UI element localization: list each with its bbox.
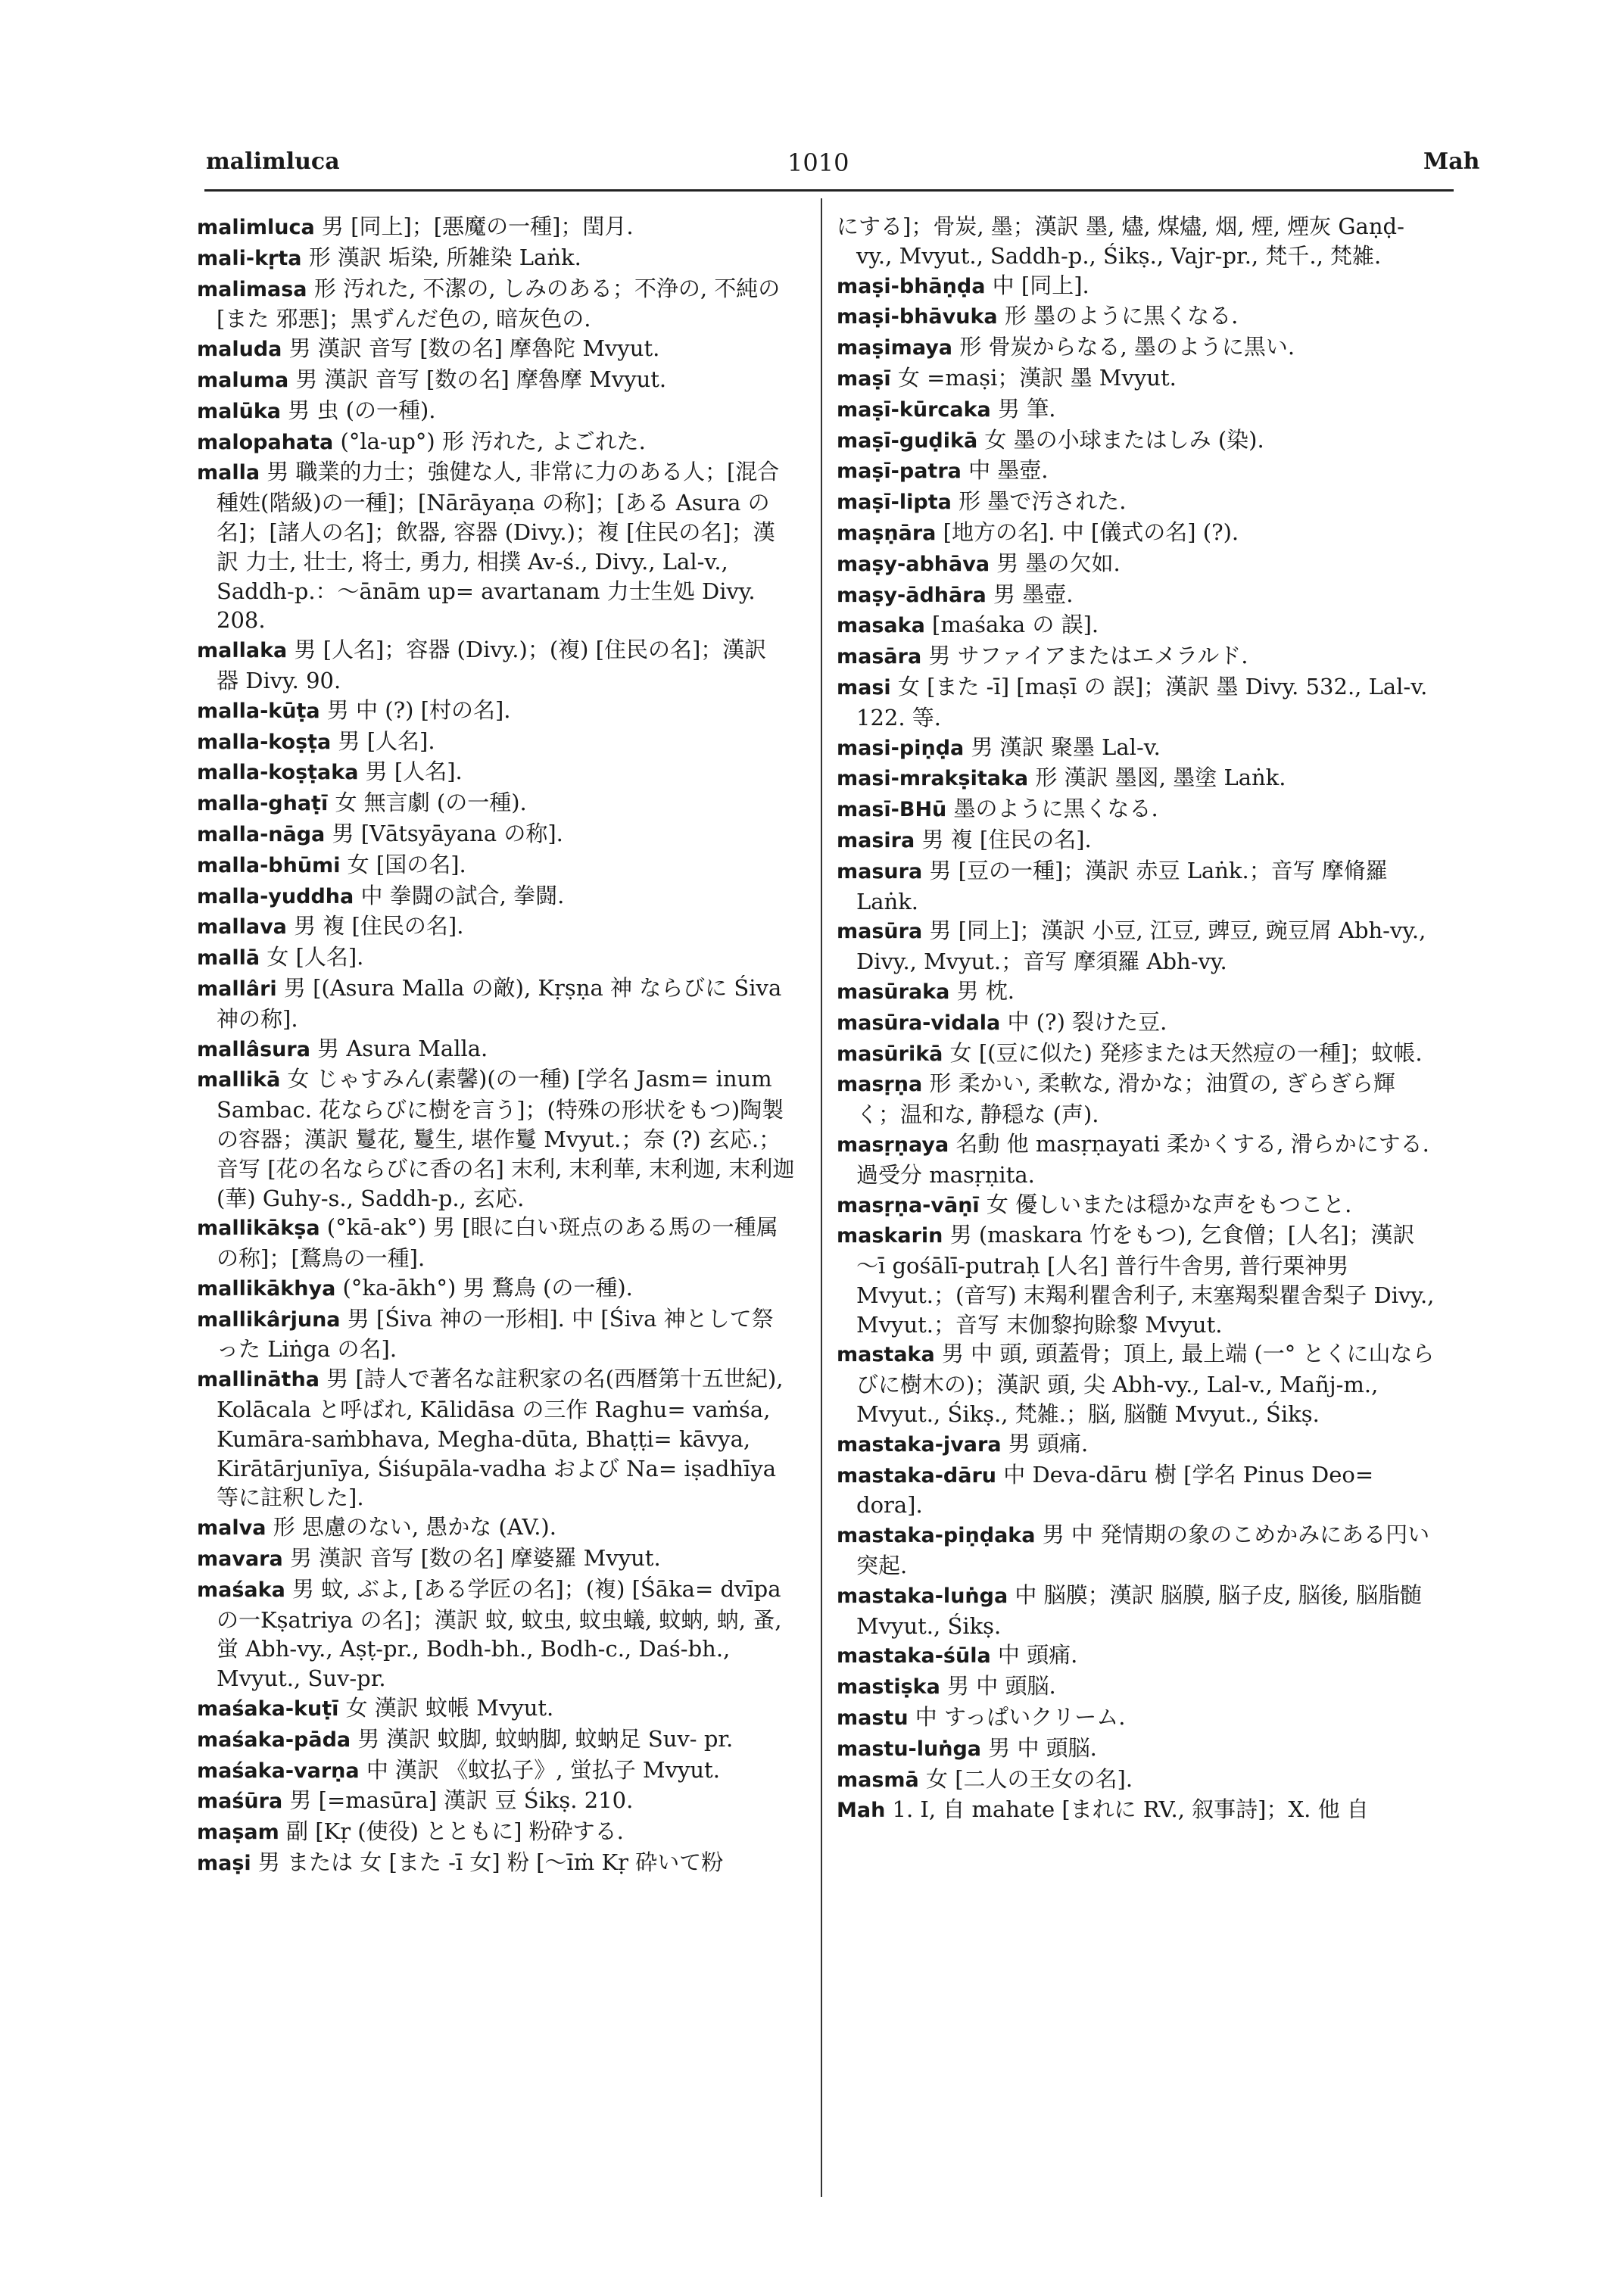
entry-headword: malla bbox=[197, 461, 260, 485]
entry-headword: masura bbox=[837, 859, 923, 883]
dictionary-entry bbox=[197, 635, 795, 696]
dictionary-entry bbox=[837, 1581, 1435, 1641]
entry-headword: malla-nāga bbox=[197, 822, 326, 846]
dictionary-entry bbox=[197, 243, 795, 274]
entry-headword: masmā bbox=[837, 1768, 919, 1792]
entry-definition: 女 [国の名]. bbox=[347, 851, 466, 877]
entry-headword: maśaka bbox=[197, 1578, 285, 1602]
entry-headword: maskarin bbox=[837, 1224, 943, 1248]
dictionary-entry bbox=[197, 365, 795, 396]
entry-definition: 中 [同上]. bbox=[992, 272, 1089, 298]
entry-headword: mastaka bbox=[837, 1343, 935, 1367]
entry-headword: maṣam bbox=[197, 1821, 279, 1845]
entry-definition: 中 すっぱいクリーム. bbox=[915, 1704, 1126, 1731]
entry-definition: 女 じゃすみん(素馨)(の一種) [学名 Jasm= inum Sambac. 花ならびに樹を言う]；(特殊の形状をもつ)陶製の容器；漢訳 鬘花, 鬘生, 堪作鬘 Mvyut.；奈 (?) 玄応.；音写 [花の名ならびに香の名] 末利, 末利華, 末利迦, 末利迦 (華) Guhy-s., Saddh-p., 玄応. bbox=[217, 1066, 795, 1211]
entry-definition: (°la-up°) 形 汚れた, よごれた. bbox=[340, 428, 646, 454]
dictionary-entry bbox=[197, 1304, 795, 1365]
entry-definition: 男 [(Asura Malla の敵), Kṛṣṇa 神 ならびに Śiva 神の称]. bbox=[217, 974, 782, 1032]
entry-headword: malla-yuddha bbox=[197, 884, 354, 908]
dictionary-entry bbox=[837, 1008, 1435, 1039]
dictionary-entry bbox=[197, 1513, 795, 1544]
entry-definition: 女 =maṣi；漢訳 墨 Mvyut. bbox=[897, 364, 1177, 391]
entry-definition: 形 墨のように黒くなる. bbox=[1004, 303, 1239, 329]
entry-headword: malūka bbox=[197, 399, 282, 423]
entry-headword: mastaka-luṅga bbox=[837, 1584, 1008, 1608]
dictionary-entry bbox=[837, 794, 1435, 825]
entry-headword: maṣi-bhāṇḍa bbox=[837, 274, 986, 298]
entry-headword: masṛṇa bbox=[837, 1073, 923, 1097]
entry-headword: masūraka bbox=[837, 980, 950, 1004]
dictionary-entry bbox=[837, 1640, 1435, 1671]
dictionary-entry bbox=[837, 456, 1435, 487]
entry-headword: mastaka-jvara bbox=[837, 1432, 1002, 1456]
entry-definition: 中 墨壺. bbox=[968, 457, 1049, 484]
entry-definition: 男 [詩人で著名な註釈家の名(西暦第十五世紀), Kolācala と呼ばれ, Kālidāsa の三作 Raghu= vaṁśa, Kumāra-saṁbhava, Megha-dūta, Bhaṭṭi= kāvya, Kirātārjunīya, Śiśupāla-vadha および Na= iṣadhīya 等に註釈した]. bbox=[217, 1366, 784, 1511]
entry-headword: malopahata bbox=[197, 430, 334, 454]
entry-headword: masi-piṇḍa bbox=[837, 736, 965, 760]
dictionary-entry bbox=[837, 1190, 1435, 1221]
entry-headword: maṣī-kūrcaka bbox=[837, 397, 991, 422]
dictionary-entry bbox=[837, 1734, 1435, 1765]
entry-definition: 中 (?) 裂けた豆. bbox=[1007, 1008, 1167, 1035]
dictionary-entry bbox=[197, 911, 795, 942]
dictionary-entry bbox=[197, 788, 795, 819]
entry-headword: maṣimaya bbox=[837, 336, 953, 360]
dictionary-entry bbox=[197, 1364, 795, 1513]
entry-headword: malla-ghaṭī bbox=[197, 792, 329, 816]
dictionary-entry bbox=[837, 1520, 1435, 1581]
entry-definition: 形 思慮のない, 愚かな (AV.). bbox=[273, 1514, 556, 1541]
entry-definition: 男 漢訳 蚊脚, 蚊蚋脚, 蚊蚋足 Suv- pr. bbox=[357, 1725, 734, 1752]
entry-headword: mallikākhya bbox=[197, 1276, 336, 1301]
right-column bbox=[837, 212, 1435, 1826]
dictionary-entry bbox=[197, 727, 795, 758]
dictionary-entry bbox=[197, 334, 795, 365]
dictionary-entry bbox=[837, 518, 1435, 549]
page-number: 1010 bbox=[787, 148, 849, 177]
dictionary-entry bbox=[197, 1575, 795, 1693]
entry-headword: mastaka-śūla bbox=[837, 1644, 991, 1668]
header-rule bbox=[204, 189, 1454, 192]
entry-headword: masira bbox=[837, 828, 915, 852]
entry-definition: [地方の名]. 中 [儀式の名] (?). bbox=[943, 519, 1239, 545]
dictionary-entry bbox=[837, 580, 1435, 611]
entry-headword: masāra bbox=[837, 645, 922, 669]
dictionary-entry bbox=[837, 549, 1435, 580]
entry-definition: 女 [また -ī] [maṣī の 誤]；漢訳 墨 Divy. 532., Lal-v. 122. 等. bbox=[856, 673, 1428, 731]
entry-definition: 女 墨の小球またはしみ (染). bbox=[984, 426, 1264, 453]
entry-definition: 男 [人名]；容器 (Divy.)；(複) [住民の名]；漢訳 器 Divy. 90. bbox=[217, 637, 767, 693]
entry-definition: 男 頭痛. bbox=[1008, 1430, 1089, 1456]
dictionary-entry bbox=[197, 1064, 795, 1213]
dictionary-entry bbox=[197, 881, 795, 912]
entry-definition: 男 中 発情期の象のこめかみにある円い突起. bbox=[856, 1522, 1430, 1579]
entry-headword: mallikârjuna bbox=[197, 1307, 341, 1332]
entry-definition: 男 蚊, ぶよ, [ある学匠の名]；(複) [Śāka= dvīpa の一Kṣatriya の名]；漢訳 蚊, 蚊虫, 蚊虫蟻, 蚊蚋, 蚋, 蚤, 蛍 Abh-vy., Aṣṭ-pr., Bodh-bh., Bodh-c., Daś-bh., Mvyut., Suv-pr. bbox=[217, 1575, 782, 1692]
dictionary-entry bbox=[837, 1795, 1435, 1826]
dictionary-entry bbox=[197, 212, 795, 243]
entry-headword: masī-BHū bbox=[837, 798, 947, 822]
column-divider bbox=[821, 198, 822, 2197]
dictionary-entry bbox=[197, 974, 795, 1034]
entry-headword: maṣī-guḍikā bbox=[837, 428, 978, 453]
dictionary-entry bbox=[837, 271, 1435, 302]
dictionary-entry bbox=[837, 610, 1435, 641]
entry-headword: malva bbox=[197, 1516, 267, 1541]
dictionary-entry bbox=[197, 1756, 795, 1787]
entry-definition: 男 虫 (の一種). bbox=[288, 397, 436, 423]
entry-definition: 男 中 (?) [村の名]. bbox=[326, 696, 511, 723]
entry-headword: mastaka-piṇḍaka bbox=[837, 1524, 1036, 1548]
entry-definition: 中 Deva-dāru 樹 [学名 Pinus Deo= dora]. bbox=[856, 1461, 1374, 1519]
running-head-right: Mah bbox=[1423, 148, 1480, 175]
entry-headword: mastiṣka bbox=[837, 1675, 940, 1699]
dictionary-entry bbox=[837, 1703, 1435, 1734]
entry-definition: (°ka-ākh°) 男 鶩鳥 (の一種). bbox=[342, 1274, 633, 1301]
entry-headword: maṣi-bhāvuka bbox=[837, 305, 998, 329]
entry-definition: 女 [(豆に似た) 発疹または天然痘の一種]；蚊帳. bbox=[949, 1039, 1423, 1066]
dictionary-entry bbox=[837, 332, 1435, 363]
dictionary-entry bbox=[837, 1765, 1435, 1796]
dictionary-entry bbox=[837, 487, 1435, 518]
entry-definition: 男 [Vātsyāyana の称]. bbox=[332, 820, 563, 846]
entry-headword: masṛṇaya bbox=[837, 1132, 949, 1157]
entry-definition: 男 漢訳 聚墨 Lal-v. bbox=[971, 734, 1161, 760]
entry-definition: 形 柔かい, 柔軟な, 滑かな；油質の, ぎらぎら輝く；温和な, 静穏な (声). bbox=[856, 1070, 1395, 1128]
dictionary-entry bbox=[197, 1724, 795, 1756]
entry-definition: 男 中 頭, 頭蓋骨；頂上, 最上端 (一° とくに山ならびに樹木の)；漢訳 頭, 尖 Abh-vy., Lal-v., Mañj-m., Mvyut., Śikṣ., 梵雑.；脳, 脳髄 Mvyut., Śikṣ. bbox=[856, 1341, 1435, 1428]
entry-headword: masṛṇa-vāṇī bbox=[837, 1193, 980, 1217]
entry-definition: 男 複 [住民の名]. bbox=[921, 826, 1092, 852]
dictionary-entry bbox=[837, 1671, 1435, 1703]
entry-headword: mallâri bbox=[197, 977, 277, 1001]
entry-definition: (°kā-ak°) 男 [眼に白い斑点のある馬の一種属の称]；[鶩鳥の一種]. bbox=[217, 1214, 778, 1272]
running-head-left: malimluca bbox=[206, 148, 340, 175]
entry-definition: 1. I, 自 mahate [まれに RV., 叙事詩]；X. 他 自 bbox=[892, 1796, 1369, 1823]
entry-headword: mastu bbox=[837, 1706, 909, 1731]
dictionary-entry bbox=[197, 427, 795, 458]
entry-headword: Mah bbox=[837, 1799, 886, 1823]
dictionary-entry bbox=[197, 850, 795, 881]
dictionary-entry bbox=[197, 696, 795, 727]
entry-headword: mallā bbox=[197, 946, 260, 970]
entry-headword: masūra bbox=[837, 920, 923, 944]
entry-definition: 中 漢訳 《蚊払子》, 蛍払子 Mvyut. bbox=[366, 1756, 720, 1783]
entry-definition: 中 脳膜；漢訳 脳膜, 脳子皮, 脳後, 脳脂髄 Mvyut., Śikṣ. bbox=[856, 1581, 1423, 1639]
entry-headword: malimluca bbox=[197, 216, 315, 239]
dictionary-entry bbox=[837, 641, 1435, 672]
entry-definition: 名動 他 masṛṇayati 柔かくする, 滑らかにする. 過受分 masṛṇita. bbox=[856, 1130, 1429, 1188]
dictionary-entry bbox=[197, 1544, 795, 1575]
entry-definition: 男 複 [住民の名]. bbox=[294, 913, 464, 939]
entry-definition: 男 墨壺. bbox=[993, 581, 1074, 607]
entry-definition: 形 漢訳 垢染, 所雑染 Laṅk. bbox=[308, 244, 581, 270]
entry-definition: 男 [人名]. bbox=[365, 759, 463, 785]
entry-headword: mavara bbox=[197, 1547, 283, 1572]
entry-definition: 男 [Śiva 神の一形相]. 中 [Śiva 神として祭った Liṅga の名]. bbox=[217, 1305, 774, 1363]
entry-definition: 女 [人名]. bbox=[267, 944, 364, 970]
entry-headword: malla-bhūmi bbox=[197, 853, 341, 877]
dictionary-entry bbox=[197, 757, 795, 788]
dictionary-entry bbox=[197, 1693, 795, 1724]
dictionary-entry bbox=[837, 394, 1435, 425]
entry-headword: malla-kūṭa bbox=[197, 699, 320, 723]
entry-definition: 墨のように黒くなる. bbox=[953, 796, 1158, 822]
entry-definition: 男 (maskara 竹をもつ), 乞食僧；[人名]；漢訳 ～ī gośālī-putraḥ [人名] 普行牛舎男, 普行栗神男 Mvyut.；(音写) 末羯利瞿舎利子, 末塞羯梨瞿舎梨子 Divy., Mvyut.；音写 末伽黎拘賖黎 Mvyut. bbox=[856, 1222, 1435, 1338]
entry-headword: masūrikā bbox=[837, 1042, 943, 1066]
entry-headword: mali-kṛta bbox=[197, 246, 302, 270]
dictionary-entry bbox=[837, 1069, 1435, 1129]
entry-definition: 副 [Kṛ (使役) とともに] 粉砕する. bbox=[286, 1818, 624, 1845]
dictionary-entry bbox=[837, 363, 1435, 394]
entry-definition: 男 [人名]. bbox=[338, 727, 435, 754]
entry-headword: masi-mrakṣitaka bbox=[837, 767, 1029, 791]
dictionary-entry bbox=[197, 1848, 795, 1879]
dictionary-entry bbox=[837, 916, 1435, 977]
dictionary-entry bbox=[197, 1273, 795, 1304]
entry-headword: maśaka-varṇa bbox=[197, 1759, 360, 1783]
entry-headword: mastaka-dāru bbox=[837, 1463, 997, 1488]
entry-definition: 形 漢訳 墨図, 墨塗 Laṅk. bbox=[1035, 765, 1286, 791]
entry-definition: 男 枕. bbox=[956, 977, 1015, 1004]
entry-headword: mallinātha bbox=[197, 1368, 320, 1392]
entry-definition: 男 [同上]；[悪魔の一種]；閏月. bbox=[321, 213, 634, 239]
entry-definition: にする]；骨炭, 墨；漢訳 墨, 燼, 煤燼, 烟, 煙, 煙灰 Gaṇḍ-vy., Mvyut., Saddh-p., Śikṣ., Vajr-pr., 梵千., 梵雑. bbox=[837, 213, 1404, 269]
entry-headword: mallikā bbox=[197, 1068, 281, 1092]
dictionary-entry bbox=[837, 1429, 1435, 1460]
entry-definition: 形 汚れた, 不潔の, しみのある；不浄の, 不純の [また 邪悪]；黒ずんだ色の, 暗灰色の. bbox=[217, 275, 781, 332]
entry-definition: 女 優しいまたは穏かな声をもつこと. bbox=[986, 1191, 1352, 1217]
entry-headword: maluda bbox=[197, 338, 282, 362]
entry-headword: mastu-luṅga bbox=[837, 1737, 982, 1761]
entry-headword: mallâsura bbox=[197, 1037, 310, 1061]
entry-definition: 男 [同上]；漢訳 小豆, 江豆, 豍豆, 豌豆屑 Abh-vy., Divy., Mvyut.；音写 摩須羅 Abh-vy. bbox=[856, 918, 1426, 975]
dictionary-entry bbox=[837, 1039, 1435, 1070]
entry-definition: 男 漢訳 音写 [数の名] 摩婆羅 Mvyut. bbox=[289, 1545, 661, 1572]
dictionary-entry bbox=[197, 1786, 795, 1817]
entry-headword: masaka bbox=[837, 614, 925, 638]
entry-definition: 中 拳闘の試合, 拳闘. bbox=[360, 882, 565, 908]
entry-definition: 男 筆. bbox=[998, 395, 1056, 422]
entry-headword: maśūra bbox=[197, 1790, 283, 1814]
entry-headword: maṣṇāra bbox=[837, 521, 937, 545]
entry-definition: 女 [二人の王女の名]. bbox=[926, 1765, 1133, 1792]
dictionary-entry bbox=[837, 212, 1435, 271]
entry-definition: 形 墨で汚された. bbox=[959, 488, 1127, 515]
entry-definition: 男 Asura Malla. bbox=[317, 1035, 488, 1061]
entry-definition: 女 無言劇 (の一種). bbox=[335, 790, 527, 816]
entry-headword: malimasa bbox=[197, 277, 307, 301]
entry-headword: maṣy-ādhāra bbox=[837, 583, 987, 607]
dictionary-entry bbox=[197, 396, 795, 427]
dictionary-entry bbox=[837, 856, 1435, 917]
dictionary-entry bbox=[837, 672, 1435, 733]
dictionary-entry bbox=[197, 942, 795, 974]
entry-definition: 男 職業的力士；強健な人, 非常に力のある人；[混合種姓(階級)の一種]；[Nārāyaṇa の称]；[ある Asura の名]；[諸人の名]；飲器, 容器 (Divy.)；複 [住民の名]；漢訳 力士, 壮士, 将士, 勇力, 相撲 Av-ś., Divy., Lal-v., Saddh-p.：～ānām up= avartanam 力士生処 Divy. 208. bbox=[217, 459, 780, 634]
entry-headword: maṣī-patra bbox=[837, 460, 962, 484]
entry-definition: 女 漢訳 蚊帳 Mvyut. bbox=[345, 1695, 554, 1721]
dictionary-entry bbox=[197, 819, 795, 850]
entry-definition: [maśaka の 誤]. bbox=[932, 612, 1099, 638]
entry-definition: 男 中 頭脳. bbox=[947, 1673, 1056, 1699]
dictionary-entry bbox=[197, 1213, 795, 1273]
entry-headword: masi bbox=[837, 675, 891, 699]
entry-definition: 中 頭痛. bbox=[997, 1642, 1078, 1668]
entry-headword: malla-koṣṭa bbox=[197, 730, 332, 754]
dictionary-entry bbox=[837, 1129, 1435, 1190]
dictionary-entry bbox=[837, 763, 1435, 794]
entry-definition: 男 漢訳 音写 [数の名] 摩魯陀 Mvyut. bbox=[288, 335, 660, 362]
entry-headword: masūra-vidala bbox=[837, 1011, 1001, 1035]
entry-headword: mallikākṣa bbox=[197, 1217, 320, 1241]
dictionary-entry bbox=[837, 977, 1435, 1008]
dictionary-entry bbox=[837, 301, 1435, 332]
entry-definition: 男 [=masūra] 漢訳 豆 Śikṣ. 210. bbox=[289, 1787, 634, 1814]
dictionary-entry bbox=[197, 457, 795, 635]
entry-definition: 男 [豆の一種]；漢訳 赤豆 Laṅk.；音写 摩脩羅 Laṅk. bbox=[856, 857, 1388, 914]
dictionary-entry bbox=[837, 1339, 1435, 1428]
entry-definition: 男 サファイアまたはエメラルド. bbox=[928, 643, 1248, 669]
dictionary-entry bbox=[837, 425, 1435, 456]
entry-headword: maṣī bbox=[837, 366, 891, 391]
dictionary-entry bbox=[837, 1460, 1435, 1521]
entry-headword: maṣī-lipta bbox=[837, 491, 952, 515]
entry-headword: maśaka-kuṭī bbox=[197, 1697, 339, 1721]
dictionary-entry bbox=[197, 1034, 795, 1065]
dictionary-entry bbox=[837, 733, 1435, 764]
dictionary-entry bbox=[837, 1220, 1435, 1339]
entry-headword: maluma bbox=[197, 368, 289, 392]
entry-headword: maśaka-pāda bbox=[197, 1728, 351, 1752]
entry-definition: 形 骨炭からなる, 墨のように黒い. bbox=[959, 334, 1295, 360]
entry-headword: malla-koṣṭaka bbox=[197, 761, 359, 785]
entry-headword: mallava bbox=[197, 915, 287, 939]
entry-headword: maṣi bbox=[197, 1852, 251, 1876]
dictionary-entry bbox=[837, 825, 1435, 856]
dictionary-entry bbox=[197, 274, 795, 335]
entry-headword: maṣy-abhāva bbox=[837, 552, 990, 576]
entry-headword: mallaka bbox=[197, 639, 288, 663]
entry-definition: 男 漢訳 音写 [数の名] 摩魯摩 Mvyut. bbox=[295, 366, 667, 392]
left-column bbox=[197, 212, 795, 1879]
entry-definition: 男 中 頭脳. bbox=[988, 1734, 1097, 1761]
entry-definition: 男 墨の欠如. bbox=[996, 550, 1121, 576]
entry-definition: 男 または 女 [また -ī 女] 粉 [～īṁ Kṛ 砕いて粉 bbox=[257, 1849, 724, 1876]
dictionary-entry bbox=[197, 1817, 795, 1848]
